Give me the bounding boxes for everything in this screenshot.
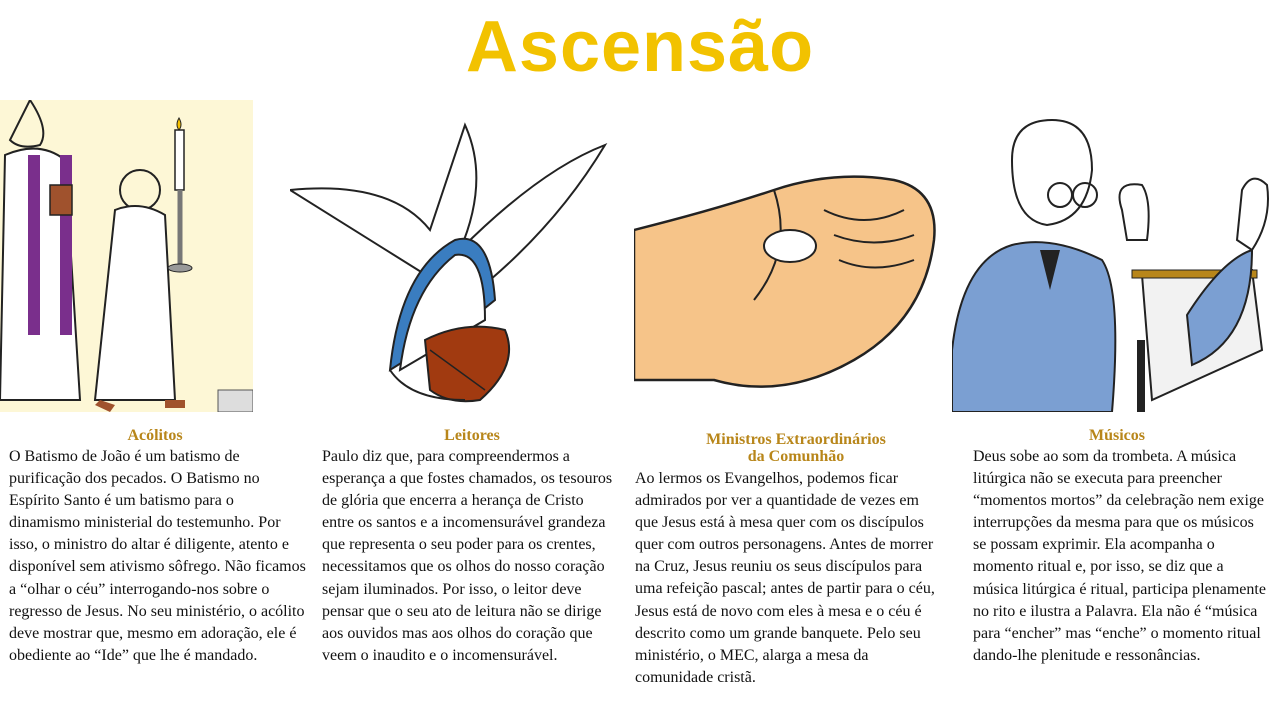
heading-acolitos: Acólitos: [127, 427, 183, 444]
musicians-illustration: [952, 100, 1280, 412]
heading-leitores: Leitores: [444, 427, 500, 444]
body-musicos: Deus sobe ao som da trombeta. A música litúrgica não se executa para preencher “momentos mortos” da celebração nem exige interrupções da mesma para que os músicos se possam exprimir. Ela acompanha o momento ritual e, por isso, se diz que a música litúrgica é ritual, participa plenamente no rito e ilustra a Palavra. Ela não é “música para “encher” mas “enche” o momento ritual dando-lhe plenitude e ressonâncias.: [973, 448, 1266, 664]
communion-illustration: [634, 100, 940, 412]
readers-illustration: [290, 100, 610, 412]
body-ministros: Ao lermos os Evangelhos, podemos ficar admirados por ver a quantidade de vezes em que Jesus está à mesa quer com os discípulos quer com outros personagens. Antes de morrer na Cruz, Jesus reuniu os seus discípulos para uma refeição pascal; antes de partir para o céu, Jesus está de novo com eles à mesa e o céu é descrito como um grande banquete. Pelo seu ministério, o MEC, alarga a mesa da comunidade cristã.: [635, 470, 935, 686]
heading-ministros-line2: da Comunhão: [747, 448, 845, 465]
heading-ministros: [676, 431, 916, 465]
page-title: Ascensão: [465, 7, 815, 87]
body-acolitos: O Batismo de João é um batismo de purificação dos pecados. O Batismo no Espírito Santo é um batismo para o dinamismo ministerial do testemunho. Por isso, o ministro do altar é diligente, atento e disponível sem ativismo sôfrego. Não ficamos a “olhar o céu” interrogando-nos sobre o regresso de Jesus. No seu ministério, o acólito deve mostrar que, mesmo em adoração, ele é obediente ao “Ide” que lhe é mandado.: [9, 448, 306, 664]
heading-ministros-line1: Ministros Extraordinários: [706, 431, 886, 448]
acolytes-illustration: [0, 100, 253, 412]
heading-musicos: Músicos: [1089, 427, 1145, 444]
body-leitores: Paulo diz que, para compreendermos a esperança a que fostes chamados, os tesouros de glória que encerra a herança de Cristo entre os santos e a incomensurável grandeza que representa o seu poder para os crentes, necessitamos que os olhos do nosso coração sejam iluminados. Por isso, o leitor deve pensar que o seu ato de leitura não se dirige aos ouvidos mas aos olhos do coração que veem o inaudito e o incomensurável.: [322, 448, 613, 664]
